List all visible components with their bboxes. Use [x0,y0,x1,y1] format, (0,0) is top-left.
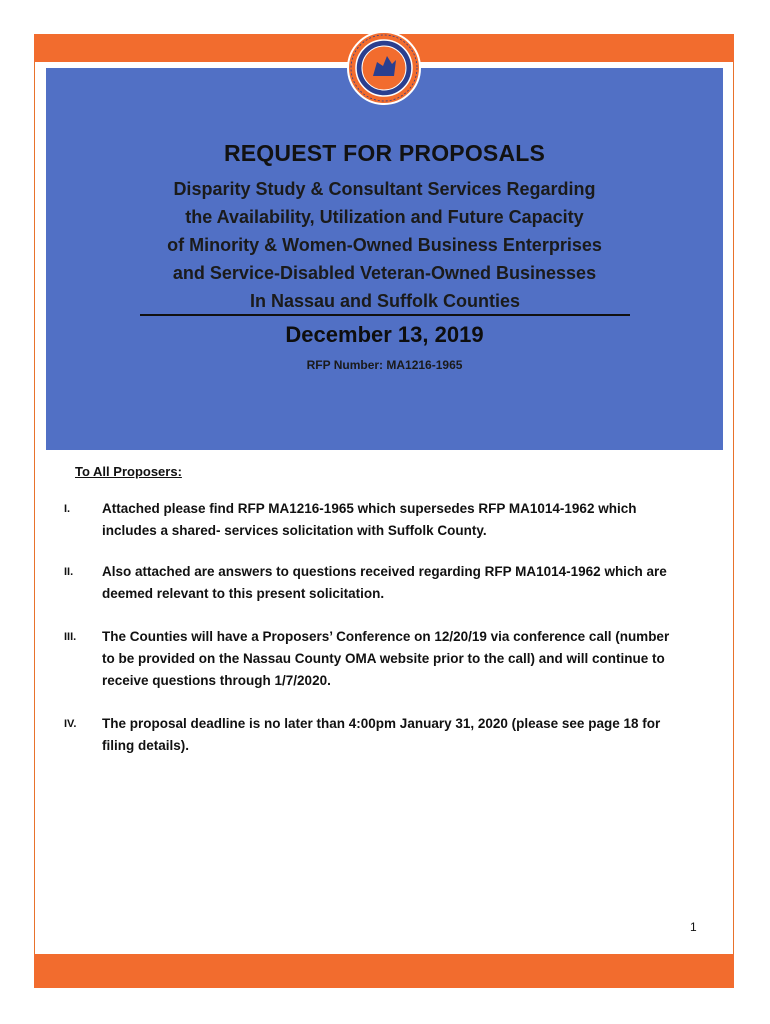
list-item [64,498,684,542]
item-marker: II. [64,566,74,578]
subtitle-last-line: In Nassau and Suffolk Counties [140,288,630,316]
subtitle-line: Disparity Study & Consultant Services Regarding [173,179,596,199]
subtitle-line: the Availability, Utilization and Future Capacity [185,207,584,227]
subtitle-line: and Service-Disabled Veteran-Owned Businesses [172,263,597,283]
item-list [64,498,684,757]
subtitle [46,175,723,287]
page-number: 1 [690,920,697,934]
item-marker: I. [64,503,71,515]
county-seal-icon [346,30,422,106]
item-marker: III. [64,631,77,643]
bottom-orange-bar [34,954,734,988]
document-date: December 13, 2019 [285,322,484,347]
list-item [64,626,684,692]
item-text: Attached please find RFP MA1216-1965 which supersedes RFP MA1014-1962 which includes a shared- services solicitation with Suffolk County. [102,501,637,538]
page-title: REQUEST FOR PROPOSALS [223,140,546,166]
header-panel [46,68,723,450]
item-text: Also attached are answers to questions received regarding RFP MA1014-1962 which are deemed relevant to this present solicitation. [102,564,667,601]
item-text: The Counties will have a Proposers’ Conference on 12/20/19 via conference call (number to be provided on the Nassau County OMA website prior to the call) and will continue to receive questions through 1/7/2020. [102,629,670,688]
item-text: The proposal deadline is no later than 4:00pm January 31, 2020 (please see page 18 for filing details). [102,716,661,753]
greeting: To All Proposers: [75,464,182,479]
item-marker: IV. [64,718,77,730]
rfp-number: RFP Number: MA1216-1965 [306,358,463,372]
list-item [64,713,684,757]
list-item [64,561,684,605]
subtitle-line: of Minority & Women-Owned Business Enterprises [167,235,602,255]
